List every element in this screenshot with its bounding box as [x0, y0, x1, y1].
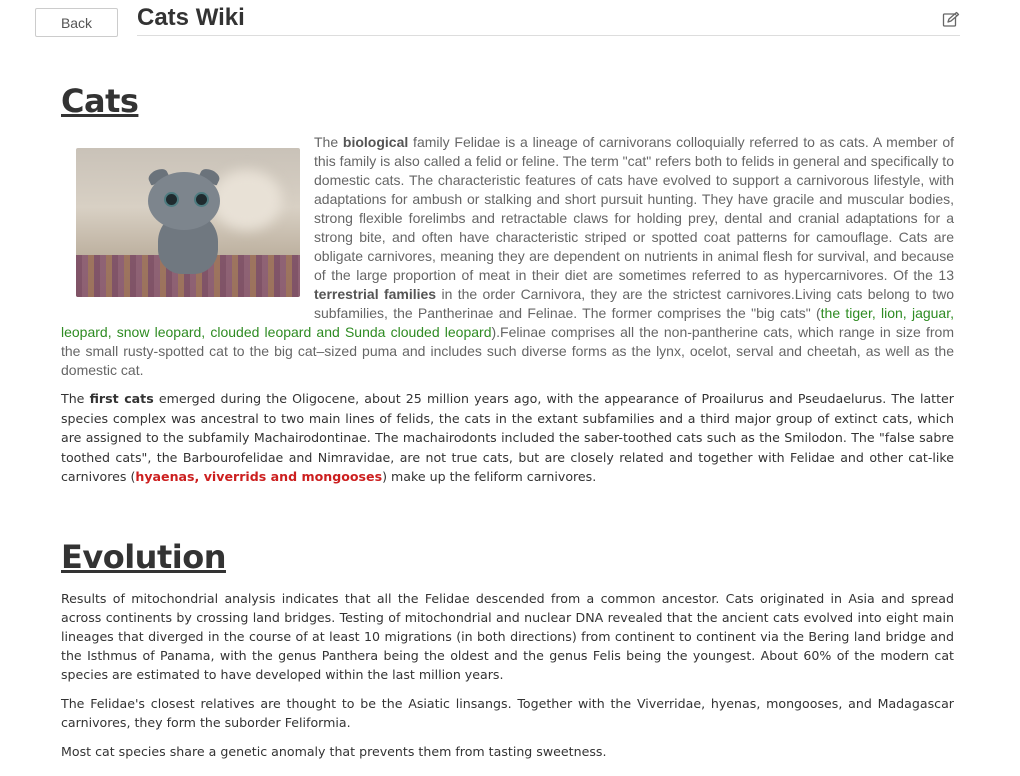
heading-evolution: Evolution: [61, 538, 226, 576]
heading-cats: Cats: [61, 82, 139, 120]
history-bold-first-cats: first cats: [89, 391, 154, 406]
intro-text: in the order Carnivora, they are the strictest carnivores.Living cats belong to two subfamilies, the Pantherinae and Felinae. The former comprises the "big cats" (: [314, 286, 954, 321]
intro-paragraph: [61, 133, 954, 380]
intro-text: family Felidae is a lineage of carnivorans colloquially referred to as cats. A member of this family is also called a felid or feline. The term "cat" refers both to felids in general and specifically to domestic cats. The characteristic features of cats have evolved to support a carnivorous lifestyle, with adaptations for ambush or stalking and short pursuit hunting. They have gracile and muscular bodies, strong flexible forelimbs and retractable claws for holding prey, dental and cranial adaptations for a strong bite, and often have characteristic striped or spotted coat patterns for camouflage. Cats are obligate carnivores, meaning they are dependent on nutrients in animal flesh for survival, and because of the large proportion of meat in their diet are sometimes referred to as hypercarnivores. Of the 13: [314, 134, 954, 283]
page-title: Cats Wiki: [137, 4, 245, 31]
page-header: [137, 0, 960, 36]
intro-bold-biological: biological: [342, 134, 409, 150]
edit-icon[interactable]: [942, 11, 960, 29]
evolution-paragraph: The Felidae's closest relatives are thought to be the Asiatic linsangs. Together with the Viverridae, hyenas, mongooses, and Madagascar carnivores, they form the suborder Feliformia.: [61, 696, 954, 730]
back-button[interactable]: Back: [35, 8, 118, 37]
intro-bold-terrestrial: terrestrial families: [314, 286, 437, 302]
big-cats-link[interactable]: the tiger, lion, jaguar, leopard, snow leopard, clouded leopard and Sunda clouded leopard: [61, 305, 955, 340]
kitten-image: [76, 148, 300, 297]
evolution-paragraph: Most cat species share a genetic anomaly that prevents them from tasting sweetness.: [61, 744, 607, 759]
history-text: The: [61, 391, 90, 406]
history-text: ) make up the feliform carnivores.: [382, 469, 597, 484]
intro-text: The: [314, 134, 343, 150]
top-bar: [0, 0, 1020, 44]
intro-text: ).Felinae comprises all the non-pantherine cats, which range in size from the small rusty-spotted cat to the big cat–sized puma and includes such diverse forms as the lynx, ocelot, serval and cheetah, as well as the domestic cat.: [61, 324, 954, 378]
history-text: emerged during the Oligocene, about 25 million years ago, with the appearance of Proailurus and Pseudaelurus. The latter species complex was ancestral to two main lines of felids, the cats in the extant subfamilies and a third major group of extinct cats, which are assigned to the subfamily Machairodontinae. The machairodonts included the saber-toothed cats such as the Smilodon. The "false sabre toothed cats", the Barbourofelidae and Nimravidae, are not true cats, but are closely related and together with Felidae and other cat-like carnivores (: [61, 391, 954, 484]
history-paragraph: [61, 389, 954, 487]
evolution-paragraph: Results of mitochondrial analysis indicates that all the Felidae descended from a common ancestor. Cats originated in Asia and spread across continents by crossing land bridges. Testing of mitochondrial and nuclear DNA revealed that the ancient cats evolved into eight main lineages that diverged in the course of at least 10 migrations (in both directions) from continent to continent via the Bering land bridge and the Isthmus of Panama, with the genus Panthera being the oldest and the genus Felis being the youngest. About 60% of the modern cat species are estimated to have developed within the last million years.: [61, 591, 954, 682]
feliform-link[interactable]: hyaenas, viverrids and mongooses: [135, 469, 383, 484]
